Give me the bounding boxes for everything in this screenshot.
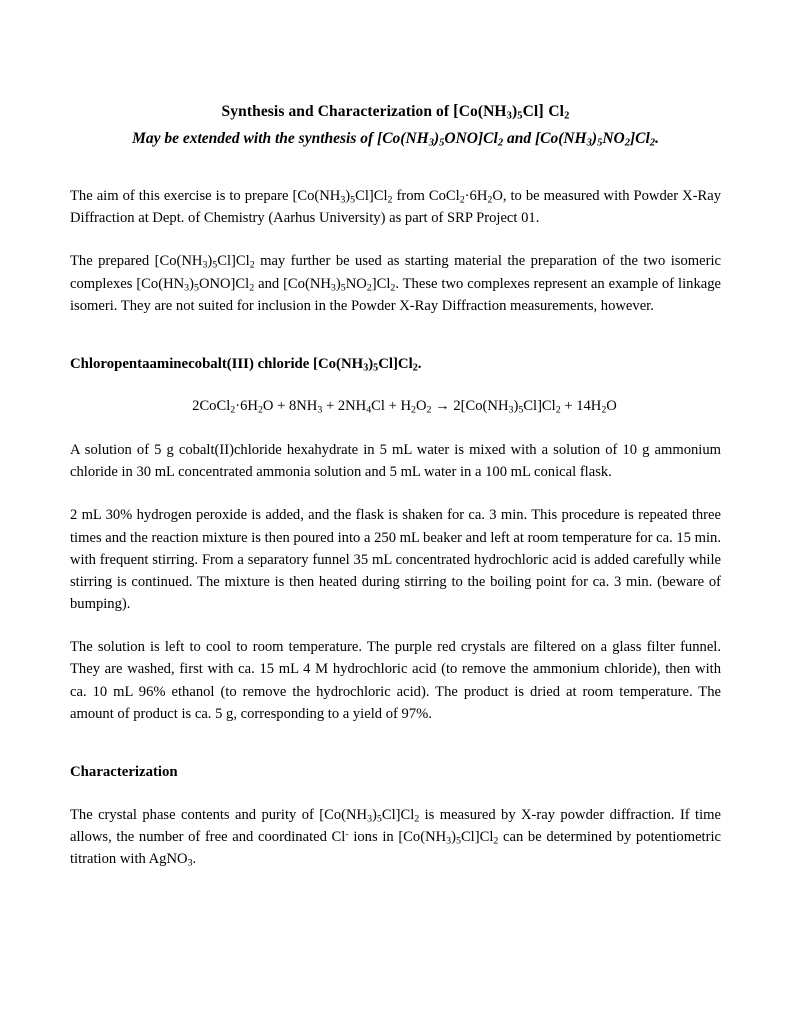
chloro-s1: 3 — [363, 362, 369, 374]
eq-t2: ·6H — [235, 398, 258, 415]
prep-t1: The prepared [Co(NH — [70, 253, 203, 270]
title-seg4: Cl — [548, 103, 565, 120]
eq-t11: O — [606, 398, 617, 415]
subtitle-sub-7: 2 — [649, 137, 656, 149]
char-s3: 2 — [414, 813, 420, 825]
document-content — [70, 0, 721, 871]
chemical-equation — [70, 396, 721, 418]
title-seg1: Co(NH — [458, 103, 507, 120]
spacer — [70, 375, 721, 396]
char-s4: 3 — [446, 835, 452, 847]
prep-s8: 5 — [340, 281, 346, 293]
chloride-ion-charge: - — [345, 829, 349, 841]
prep-s10: 2 — [390, 281, 396, 293]
prep-s4: 3 — [184, 281, 190, 293]
char-t5: ions in [Co(NH — [348, 829, 447, 846]
subtitle-sub-5: 5 — [597, 137, 603, 149]
eq-t4: + 2NH — [322, 398, 367, 415]
subtitle-part-3: and [Co(NH — [503, 129, 587, 147]
prep-t5: ) — [189, 275, 194, 292]
aim-s2: 5 — [350, 194, 356, 206]
spacer — [70, 483, 721, 504]
chloro-t4: . — [417, 355, 422, 372]
eq-s4: 4 — [366, 404, 372, 416]
eq-s5: 2 — [411, 404, 416, 416]
paragraph-peroxide: 2 mL 30% hydrogen peroxide is added, and the flask is shaken for ca. 3 min. This procedure is repeated three times and the reaction mixture is then poured into a 250 mL beaker and left at room temperature for ca. 15 min. with frequent stirring. From a separatory funnel 35 mL concentrated hydrochloric acid is added carefully while stirring is continued. The mixture is then heated during stirring to the boiling point for ca. 3 min. (beware of bumping). — [70, 507, 721, 613]
chloro-t3: Cl]Cl — [378, 355, 413, 372]
char-t9: . — [192, 851, 197, 868]
aim-t5: ·6H — [464, 188, 488, 205]
prep-t2: ) — [207, 253, 213, 270]
prep-s1: 3 — [202, 259, 208, 271]
subtitle-part-7: . — [655, 129, 659, 147]
title-sub3: 2 — [564, 110, 570, 122]
spacer — [70, 725, 721, 761]
subtitle-sub-4: 3 — [586, 137, 592, 149]
prep-t6: ONO]Cl — [198, 275, 250, 292]
prep-t10: ]Cl — [371, 275, 391, 292]
eq-s7: 3 — [508, 404, 514, 416]
chloro-s3: 2 — [412, 362, 418, 374]
char-t2: ) — [372, 807, 377, 824]
prep-t3: Cl]Cl — [217, 253, 250, 270]
title-seg2: ) — [511, 103, 518, 120]
chloro-s2: 5 — [373, 362, 379, 374]
chloro-t2: ) — [368, 355, 374, 372]
char-s6: 2 — [493, 835, 499, 847]
char-t4: is measured by X-ray powder diffraction. If time allows, the number of free and coordinated Cl — [70, 807, 721, 846]
prep-t4: may further be used as starting material the preparation of the two isomeric complexes [Co(HN — [70, 253, 721, 292]
title-text-prefix: Synthesis and Characterization of — [221, 103, 454, 120]
title-open-bracket: [ — [453, 101, 459, 120]
char-t3: Cl]Cl — [381, 807, 415, 824]
eq-s10: 2 — [601, 404, 607, 416]
eq-t5: Cl + H — [371, 398, 412, 415]
aim-t4: from CoCl — [392, 188, 460, 205]
subtitle-sub-6: 2 — [624, 137, 630, 149]
prep-s7: 3 — [330, 281, 336, 293]
subtitle-part-1: ) — [433, 129, 440, 147]
prep-s3: 2 — [249, 259, 255, 271]
aim-t1: The aim of this exercise is to prepare [Co(NH — [70, 188, 341, 205]
prep-t7: and [Co(NH — [254, 275, 331, 292]
subtitle-part-5: NO — [602, 129, 625, 147]
eq-t8: ) — [513, 398, 519, 415]
prep-t9: NO — [345, 275, 367, 292]
eq-s3: 3 — [317, 404, 323, 416]
aim-s4: 2 — [459, 194, 465, 206]
spacer — [70, 615, 721, 636]
paragraph-characterization — [70, 804, 721, 871]
spacer — [70, 418, 721, 439]
aim-s5: 2 — [487, 194, 493, 206]
page-title — [70, 100, 721, 123]
subtitle-sub-3: 2 — [497, 137, 504, 149]
chloro-t1: Chloropentaaminecobalt(III) chloride [Co(NH — [70, 355, 364, 372]
eq-s6: 2 — [426, 404, 432, 416]
section-heading-chloropentaamine — [70, 353, 721, 375]
eq-s9: 2 — [555, 404, 561, 416]
title-sub2: 5 — [517, 110, 523, 122]
prep-t8: ) — [335, 275, 341, 292]
prep-t11: . These two complexes represent an example of linkage isomeri. They are not suited for inclusion in the Powder X-Ray Diffraction measurements, however. — [70, 275, 721, 314]
eq-t9: Cl]Cl — [523, 398, 556, 415]
prep-s9: 2 — [366, 281, 372, 293]
subtitle-part-2: ONO]Cl — [444, 129, 498, 147]
eq-s1: 2 — [230, 404, 236, 416]
eq-s8: 5 — [518, 404, 524, 416]
page-subtitle — [70, 128, 721, 149]
eq-t10: + 14H — [560, 398, 602, 415]
char-t8: can be determined by potentiometric titration with AgNO — [70, 829, 722, 868]
subtitle-sub-2: 5 — [439, 137, 445, 149]
spacer — [70, 783, 721, 804]
aim-t6: O, to be measured with Powder X-Ray Diffraction at Dept. of Chemistry (Aarhus University) as part of SRP Project 01. — [70, 188, 722, 227]
subtitle-lead: May be extended with the synthesis of [Co(NH — [132, 129, 429, 147]
paragraph-cooling: The solution is left to cool to room temperature. The purple red crystals are filtered on a glass filter funnel. They are washed, first with ca. 15 mL 4 M hydrochloric acid (to remove the ammonium chloride), then with ca. 10 mL 96% ethanol (to remove the hydrochloric acid). The product is dried at room temperature. The amount of product is ca. 5 g, corresponding to a yield of 97%. — [70, 639, 721, 722]
eq-t6: O — [415, 398, 427, 415]
prep-s6: 2 — [249, 281, 255, 293]
subtitle-part-6: ]Cl — [629, 129, 650, 147]
aim-t2: ) — [345, 188, 351, 205]
eq-t3: O + 8NH — [262, 398, 318, 415]
eq-s2: 2 — [257, 404, 263, 416]
char-s7: 3 — [187, 857, 193, 869]
aim-s3: 2 — [387, 194, 393, 206]
aim-t3: Cl]Cl — [355, 188, 388, 205]
spacer — [70, 229, 721, 250]
char-s5: 5 — [456, 835, 461, 847]
prep-s5: 5 — [193, 281, 199, 293]
paragraph-solution: A solution of 5 g cobalt(II)chloride hexahydrate in 5 mL water is mixed with a solution of 10 g ammonium chloride in 30 mL concentrated ammonia solution and 5 mL water in a 100 mL conical flask. — [70, 441, 721, 481]
title-sub1: 3 — [506, 110, 512, 122]
spacer — [70, 149, 721, 185]
paragraph-prepared — [70, 250, 721, 317]
spacer — [70, 317, 721, 353]
subtitle-part-4: ) — [591, 129, 598, 147]
char-t7: Cl]Cl — [460, 829, 494, 846]
title-seg3: Cl — [522, 103, 539, 120]
eq-t7: → 2[Co(NH — [431, 398, 509, 415]
paragraph-aim — [70, 185, 721, 229]
section-heading-characterization: Characterization — [70, 763, 178, 780]
aim-s1: 3 — [340, 194, 346, 206]
title-close-bracket: ] — [538, 101, 544, 120]
prep-s2: 5 — [212, 259, 218, 271]
char-t1: The crystal phase contents and purity of [Co(NH — [70, 807, 368, 824]
eq-t1: 2CoCl — [192, 398, 231, 415]
char-s1: 3 — [367, 813, 373, 825]
char-s2: 5 — [376, 813, 382, 825]
char-t6: ) — [451, 829, 456, 846]
subtitle-sub-1: 3 — [428, 137, 434, 149]
